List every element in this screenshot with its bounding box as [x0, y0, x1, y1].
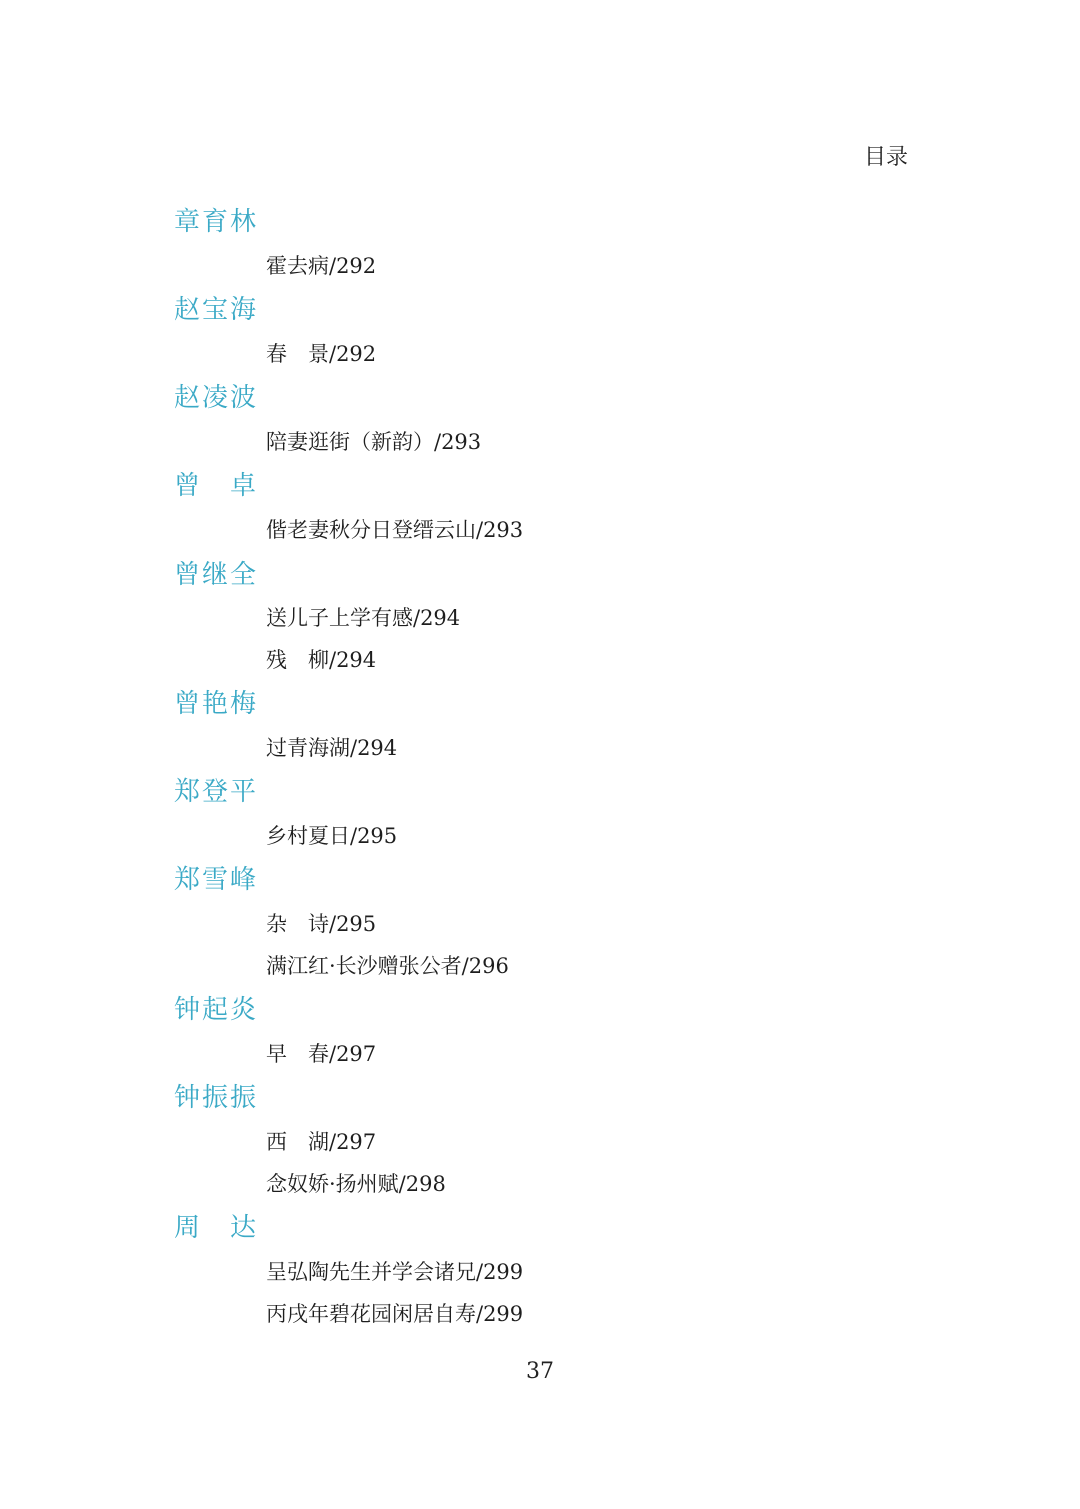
toc-author: 章育林 [174, 207, 259, 237]
toc-author: 钟振振 [174, 1083, 259, 1113]
toc-author: 赵宝海 [174, 295, 259, 325]
toc-entry: 送儿子上学有感/294 [266, 606, 461, 630]
toc-entry: 乡村夏日/295 [266, 824, 398, 848]
toc-author: 郑登平 [174, 777, 259, 807]
toc-entry: 呈弘陶先生并学会诸兄/299 [266, 1260, 524, 1284]
toc-entry: 满江红·长沙赠张公者/296 [266, 954, 509, 978]
toc-entry: 杂 诗/295 [266, 912, 377, 936]
page-header-title: 目录 [863, 145, 908, 170]
toc-entry: 早 春/297 [266, 1042, 377, 1066]
toc-entry: 西 湖/297 [266, 1130, 377, 1154]
toc-entry: 过青海湖/294 [266, 736, 398, 760]
toc-author: 曾继全 [174, 560, 259, 590]
toc-author: 周 达 [174, 1213, 259, 1243]
page-number: 37 [526, 1359, 554, 1384]
toc-entry: 念奴娇·扬州赋/298 [266, 1172, 446, 1196]
toc-entry: 偕老妻秋分日登缙云山/293 [266, 518, 524, 542]
toc-entry: 霍去病/292 [266, 254, 377, 278]
toc-author: 赵凌波 [174, 383, 259, 413]
toc-entry: 春 景/292 [266, 342, 377, 366]
toc-author: 钟起炎 [174, 995, 259, 1025]
toc-author: 曾艳梅 [174, 689, 259, 719]
toc-author: 郑雪峰 [174, 865, 259, 895]
toc-entry: 残 柳/294 [266, 648, 377, 672]
toc-entry: 丙戌年碧花园闲居自寿/299 [266, 1302, 524, 1326]
toc-entry: 陪妻逛街（新韵）/293 [266, 430, 482, 454]
toc-author: 曾 卓 [174, 471, 259, 501]
